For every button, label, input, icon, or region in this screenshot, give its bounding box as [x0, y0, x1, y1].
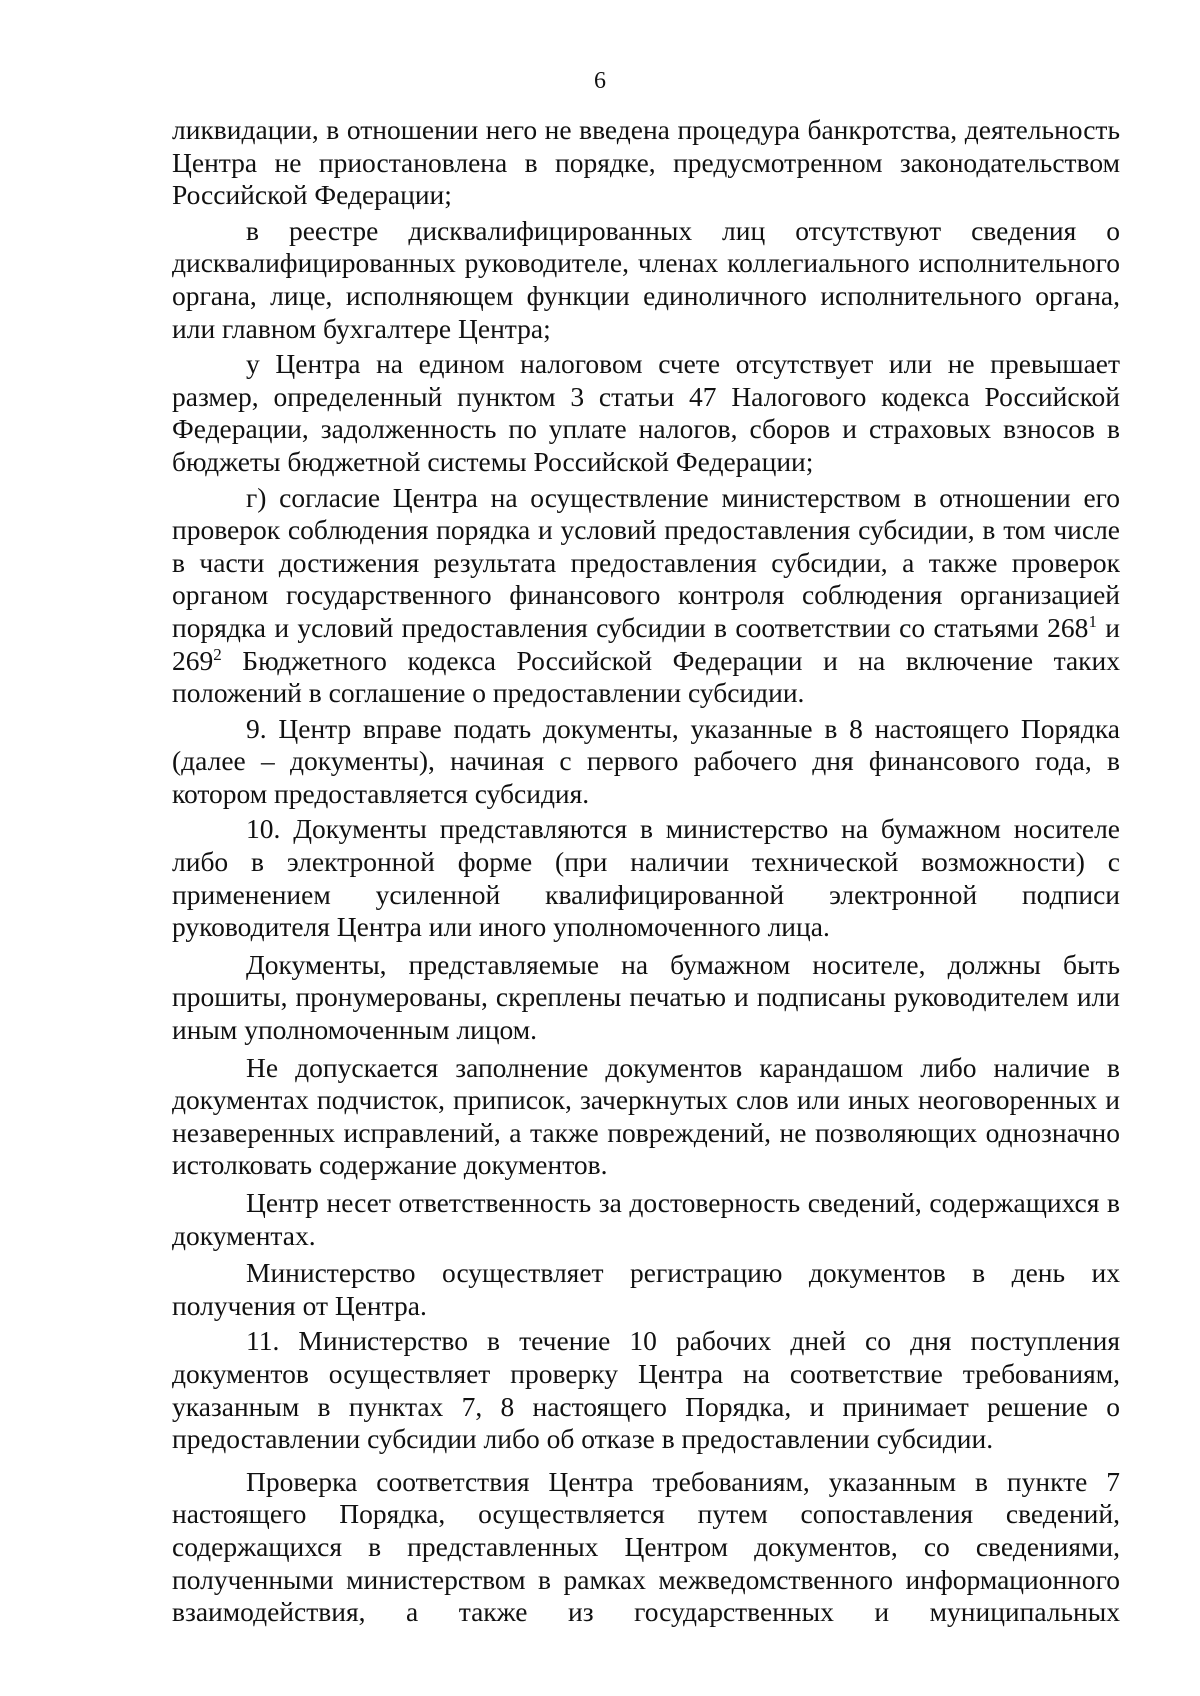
- paragraph-liquidation: ликвидации, в отношении него не введена процедура банкротства, деятельность Центра не приостановлена в порядке, предусмотренном законодательством Российской Федерации;: [172, 114, 1120, 211]
- paragraph-paper-documents: Документы, представляемые на бумажном носителе, должны быть прошиты, пронумерованы, скреплены печатью и подписаны руководителем или иным уполномоченным лицом.: [172, 948, 1120, 1046]
- page-number: 6: [594, 68, 606, 94]
- document-body: [172, 114, 1120, 1629]
- paragraph-consent-inspections: [172, 482, 1120, 710]
- consent-text-start: г) согласие Центра на осуществление министерством в отношении его проверок соблюдения порядка и условий предоставления субсидии, в том числе в части достижения результата предоставления субсидии, а также проверок органом государственного финансового контроля соблюдения организацией порядка и условий предоставления субсидии в соответствии со статьями 268: [172, 481, 1120, 643]
- paragraph-item-11: 11. Министерство в течение 10 рабочих дней со дня поступления документов осуществляет проверку Центра на соответствие требованиям, указанным в пунктах 7, 8 настоящего Порядка, и принимает решение о предоставлении субсидии либо об отказе в предоставлении субсидии.: [172, 1325, 1120, 1455]
- paragraph-item-10: 10. Документы представляются в министерство на бумажном носителе либо в электронной форме (при наличии технической возможности) с применением усиленной квалифицированной электронной подписи руководителя Центра или иного уполномоченного лица.: [172, 813, 1120, 943]
- paragraph-disqualified-registry: в реестре дисквалифицированных лиц отсутствуют сведения о дисквалифицированных руководителе, членах коллегиального исполнительного органа, лице, исполняющем функции единоличного исполнительного органа, или главном бухгалтере Центра;: [172, 214, 1120, 344]
- paragraph-tax-debt: у Центра на едином налоговом счете отсутствует или не превышает размер, определенный пунктом 3 статьи 47 Налогового кодекса Российской Федерации, задолженность по уплате налогов, сборов и страховых взносов в бюджеты бюджетной системы Российской Федерации;: [172, 348, 1120, 477]
- superscript-two: 2: [213, 644, 222, 664]
- paragraph-item-9: 9. Центр вправе подать документы, указанные в 8 настоящего Порядка (далее – документы), начиная с первого рабочего дня финансового года, в котором предоставляется субсидия.: [172, 712, 1120, 809]
- paragraph-no-pencil: Не допускается заполнение документов карандашом либо наличие в документах подчисток, приписок, зачеркнутых слов или иных неоговоренных и незаверенных исправлений, а также повреждений, не позволяющих однозначно истолковать содержание документов.: [172, 1051, 1120, 1181]
- consent-text-middle: и 269: [172, 611, 1121, 676]
- paragraph-registration: Министерство осуществляет регистрацию документов в день их получения от Центра.: [172, 1257, 1120, 1321]
- paragraph-responsibility: Центр несет ответственность за достоверность сведений, содержащихся в документах.: [172, 1187, 1120, 1251]
- consent-text-end: Бюджетного кодекса Российской Федерации и на включение таких положений в соглашение о предоставлении субсидии.: [172, 644, 1120, 709]
- superscript-one: 1: [1088, 611, 1097, 631]
- paragraph-verification: Проверка соответствия Центра требованиям, указанным в пункте 7 настоящего Порядка, осуществляется путем сопоставления сведений, содержащихся в представленных Центром документов, со сведениями, полученными министерством в рамках межведомственного информационного взаимодействия, а также из государственных и муниципальных: [172, 1465, 1120, 1628]
